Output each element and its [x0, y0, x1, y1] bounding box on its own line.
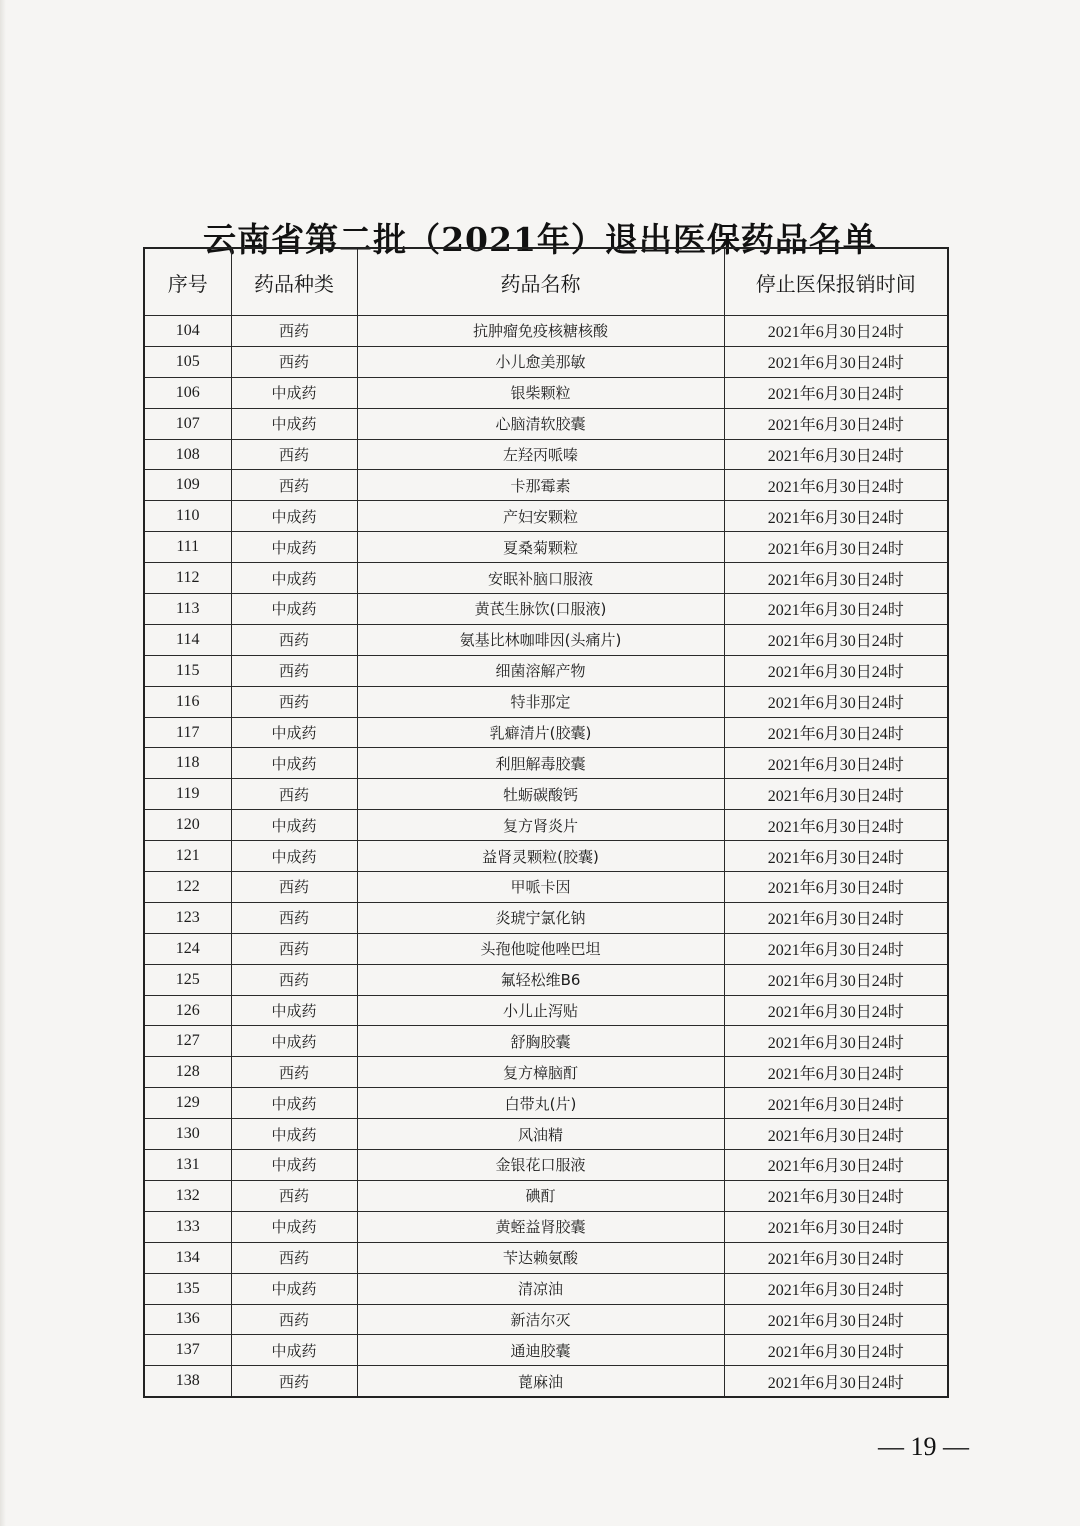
cell-name: 复方肾炎片	[357, 810, 724, 841]
cell-type: 西药	[231, 902, 357, 933]
cell-num: 119	[144, 779, 231, 810]
cell-type: 西药	[231, 470, 357, 501]
table-row	[144, 594, 948, 625]
cell-type: 西药	[231, 624, 357, 655]
table-row	[144, 316, 948, 347]
cell-name: 心脑清软胶囊	[357, 408, 724, 439]
cell-date: 2021年6月30日24时	[724, 1180, 948, 1211]
cell-num: 137	[144, 1335, 231, 1366]
cell-date: 2021年6月30日24时	[724, 594, 948, 625]
cell-num: 118	[144, 748, 231, 779]
table-row	[144, 470, 948, 501]
cell-date: 2021年6月30日24时	[724, 1026, 948, 1057]
cell-num: 135	[144, 1273, 231, 1304]
cell-num: 122	[144, 872, 231, 903]
cell-num: 114	[144, 624, 231, 655]
cell-name: 牡蛎碳酸钙	[357, 779, 724, 810]
cell-date: 2021年6月30日24时	[724, 346, 948, 377]
cell-num: 107	[144, 408, 231, 439]
cell-name: 清凉油	[357, 1273, 724, 1304]
cell-date: 2021年6月30日24时	[724, 377, 948, 408]
table-row	[144, 655, 948, 686]
table-row	[144, 1150, 948, 1181]
cell-type: 西药	[231, 933, 357, 964]
table-row	[144, 408, 948, 439]
table-row	[144, 933, 948, 964]
drug-list-table	[143, 247, 949, 1398]
cell-type: 中成药	[231, 1273, 357, 1304]
table-row	[144, 995, 948, 1026]
table-row	[144, 1119, 948, 1150]
cell-name: 乳癖清片(胶囊)	[357, 717, 724, 748]
table-row	[144, 377, 948, 408]
cell-date: 2021年6月30日24时	[724, 439, 948, 470]
cell-type: 西药	[231, 439, 357, 470]
table-row	[144, 1304, 948, 1335]
cell-num: 130	[144, 1119, 231, 1150]
cell-date: 2021年6月30日24时	[724, 408, 948, 439]
cell-type: 西药	[231, 1242, 357, 1273]
cell-name: 利胆解毒胶囊	[357, 748, 724, 779]
cell-name: 金银花口服液	[357, 1150, 724, 1181]
cell-num: 124	[144, 933, 231, 964]
cell-type: 中成药	[231, 1335, 357, 1366]
cell-date: 2021年6月30日24时	[724, 624, 948, 655]
table-row	[144, 779, 948, 810]
cell-name: 通迪胶囊	[357, 1335, 724, 1366]
table-row	[144, 872, 948, 903]
cell-type: 中成药	[231, 841, 357, 872]
table-row	[144, 1180, 948, 1211]
table-row	[144, 1211, 948, 1242]
header-date: 停止医保报销时间	[724, 248, 948, 316]
cell-type: 中成药	[231, 1088, 357, 1119]
cell-date: 2021年6月30日24时	[724, 316, 948, 347]
cell-date: 2021年6月30日24时	[724, 933, 948, 964]
cell-num: 116	[144, 686, 231, 717]
cell-num: 121	[144, 841, 231, 872]
cell-name: 炎琥宁氯化钠	[357, 902, 724, 933]
cell-type: 西药	[231, 346, 357, 377]
cell-name: 白带丸(片)	[357, 1088, 724, 1119]
cell-name: 益肾灵颗粒(胶囊)	[357, 841, 724, 872]
cell-date: 2021年6月30日24时	[724, 532, 948, 563]
cell-name: 抗肿瘤免疫核糖核酸	[357, 316, 724, 347]
cell-date: 2021年6月30日24时	[724, 872, 948, 903]
cell-type: 中成药	[231, 810, 357, 841]
cell-date: 2021年6月30日24时	[724, 995, 948, 1026]
cell-name: 风油精	[357, 1119, 724, 1150]
cell-name: 氟轻松维B6	[357, 964, 724, 995]
cell-num: 113	[144, 594, 231, 625]
cell-date: 2021年6月30日24时	[724, 655, 948, 686]
cell-name: 产妇安颗粒	[357, 501, 724, 532]
cell-type: 中成药	[231, 501, 357, 532]
cell-date: 2021年6月30日24时	[724, 841, 948, 872]
cell-num: 134	[144, 1242, 231, 1273]
cell-num: 105	[144, 346, 231, 377]
table-row	[144, 1335, 948, 1366]
cell-name: 细菌溶解产物	[357, 655, 724, 686]
table-row	[144, 1242, 948, 1273]
cell-type: 中成药	[231, 594, 357, 625]
header-name: 药品名称	[357, 248, 724, 316]
cell-name: 卡那霉素	[357, 470, 724, 501]
cell-type: 西药	[231, 655, 357, 686]
cell-type: 西药	[231, 1304, 357, 1335]
cell-num: 115	[144, 655, 231, 686]
cell-name: 甲哌卡因	[357, 872, 724, 903]
cell-date: 2021年6月30日24时	[724, 686, 948, 717]
table-row	[144, 563, 948, 594]
table-row	[144, 1057, 948, 1088]
cell-date: 2021年6月30日24时	[724, 964, 948, 995]
cell-date: 2021年6月30日24时	[724, 748, 948, 779]
cell-type: 中成药	[231, 532, 357, 563]
table-row	[144, 810, 948, 841]
cell-date: 2021年6月30日24时	[724, 501, 948, 532]
cell-num: 126	[144, 995, 231, 1026]
cell-num: 136	[144, 1304, 231, 1335]
table-row	[144, 1366, 948, 1397]
cell-name: 黄芪生脉饮(口服液)	[357, 594, 724, 625]
cell-type: 西药	[231, 316, 357, 347]
cell-name: 安眠补脑口服液	[357, 563, 724, 594]
cell-name: 左羟丙哌嗪	[357, 439, 724, 470]
header-type: 药品种类	[231, 248, 357, 316]
header-num: 序号	[144, 248, 231, 316]
cell-num: 132	[144, 1180, 231, 1211]
cell-num: 127	[144, 1026, 231, 1057]
cell-date: 2021年6月30日24时	[724, 1119, 948, 1150]
table-row	[144, 624, 948, 655]
table-row	[144, 1026, 948, 1057]
cell-name: 小儿愈美那敏	[357, 346, 724, 377]
cell-name: 碘酊	[357, 1180, 724, 1211]
table-row	[144, 439, 948, 470]
cell-date: 2021年6月30日24时	[724, 1057, 948, 1088]
table-row	[144, 532, 948, 563]
cell-name: 头孢他啶他唑巴坦	[357, 933, 724, 964]
cell-date: 2021年6月30日24时	[724, 902, 948, 933]
cell-num: 112	[144, 563, 231, 594]
table-row	[144, 841, 948, 872]
cell-name: 黄蛭益肾胶囊	[357, 1211, 724, 1242]
cell-num: 108	[144, 439, 231, 470]
table-header-row	[144, 248, 948, 316]
cell-type: 西药	[231, 686, 357, 717]
cell-date: 2021年6月30日24时	[724, 1150, 948, 1181]
cell-num: 109	[144, 470, 231, 501]
cell-num: 120	[144, 810, 231, 841]
cell-type: 西药	[231, 1366, 357, 1397]
cell-num: 129	[144, 1088, 231, 1119]
table-row	[144, 717, 948, 748]
table-row	[144, 501, 948, 532]
cell-num: 111	[144, 532, 231, 563]
cell-name: 蓖麻油	[357, 1366, 724, 1397]
cell-num: 104	[144, 316, 231, 347]
cell-num: 131	[144, 1150, 231, 1181]
table-row	[144, 346, 948, 377]
table-row	[144, 902, 948, 933]
cell-date: 2021年6月30日24时	[724, 1242, 948, 1273]
cell-num: 138	[144, 1366, 231, 1397]
cell-type: 中成药	[231, 748, 357, 779]
cell-date: 2021年6月30日24时	[724, 1335, 948, 1366]
cell-name: 复方樟脑酊	[357, 1057, 724, 1088]
cell-type: 西药	[231, 872, 357, 903]
cell-date: 2021年6月30日24时	[724, 563, 948, 594]
cell-date: 2021年6月30日24时	[724, 470, 948, 501]
cell-type: 中成药	[231, 1150, 357, 1181]
cell-name: 新洁尔灭	[357, 1304, 724, 1335]
table-row	[144, 1273, 948, 1304]
cell-num: 125	[144, 964, 231, 995]
cell-type: 中成药	[231, 1119, 357, 1150]
table-row	[144, 686, 948, 717]
cell-date: 2021年6月30日24时	[724, 1273, 948, 1304]
cell-num: 106	[144, 377, 231, 408]
cell-date: 2021年6月30日24时	[724, 1088, 948, 1119]
cell-date: 2021年6月30日24时	[724, 1304, 948, 1335]
cell-name: 氨基比林咖啡因(头痛片)	[357, 624, 724, 655]
cell-date: 2021年6月30日24时	[724, 717, 948, 748]
table-row	[144, 1088, 948, 1119]
cell-type: 西药	[231, 1180, 357, 1211]
cell-type: 西药	[231, 1057, 357, 1088]
table-body	[144, 316, 948, 1398]
cell-num: 123	[144, 902, 231, 933]
cell-num: 117	[144, 717, 231, 748]
cell-type: 西药	[231, 779, 357, 810]
cell-name: 特非那定	[357, 686, 724, 717]
cell-num: 110	[144, 501, 231, 532]
cell-num: 133	[144, 1211, 231, 1242]
table-row	[144, 748, 948, 779]
cell-name: 夏桑菊颗粒	[357, 532, 724, 563]
cell-name: 苄达赖氨酸	[357, 1242, 724, 1273]
cell-date: 2021年6月30日24时	[724, 810, 948, 841]
cell-type: 中成药	[231, 408, 357, 439]
cell-name: 银柴颗粒	[357, 377, 724, 408]
cell-type: 西药	[231, 964, 357, 995]
document-title: 云南省第二批（2021年）退出医保药品名单	[203, 220, 877, 260]
page-number: — 19 —	[878, 1432, 969, 1461]
table-row	[144, 964, 948, 995]
cell-date: 2021年6月30日24时	[724, 779, 948, 810]
cell-date: 2021年6月30日24时	[724, 1211, 948, 1242]
cell-type: 中成药	[231, 995, 357, 1026]
cell-name: 小儿止泻贴	[357, 995, 724, 1026]
cell-type: 中成药	[231, 1026, 357, 1057]
cell-type: 中成药	[231, 1211, 357, 1242]
cell-type: 中成药	[231, 563, 357, 594]
cell-type: 中成药	[231, 377, 357, 408]
cell-date: 2021年6月30日24时	[724, 1366, 948, 1397]
cell-type: 中成药	[231, 717, 357, 748]
cell-num: 128	[144, 1057, 231, 1088]
cell-name: 舒胸胶囊	[357, 1026, 724, 1057]
